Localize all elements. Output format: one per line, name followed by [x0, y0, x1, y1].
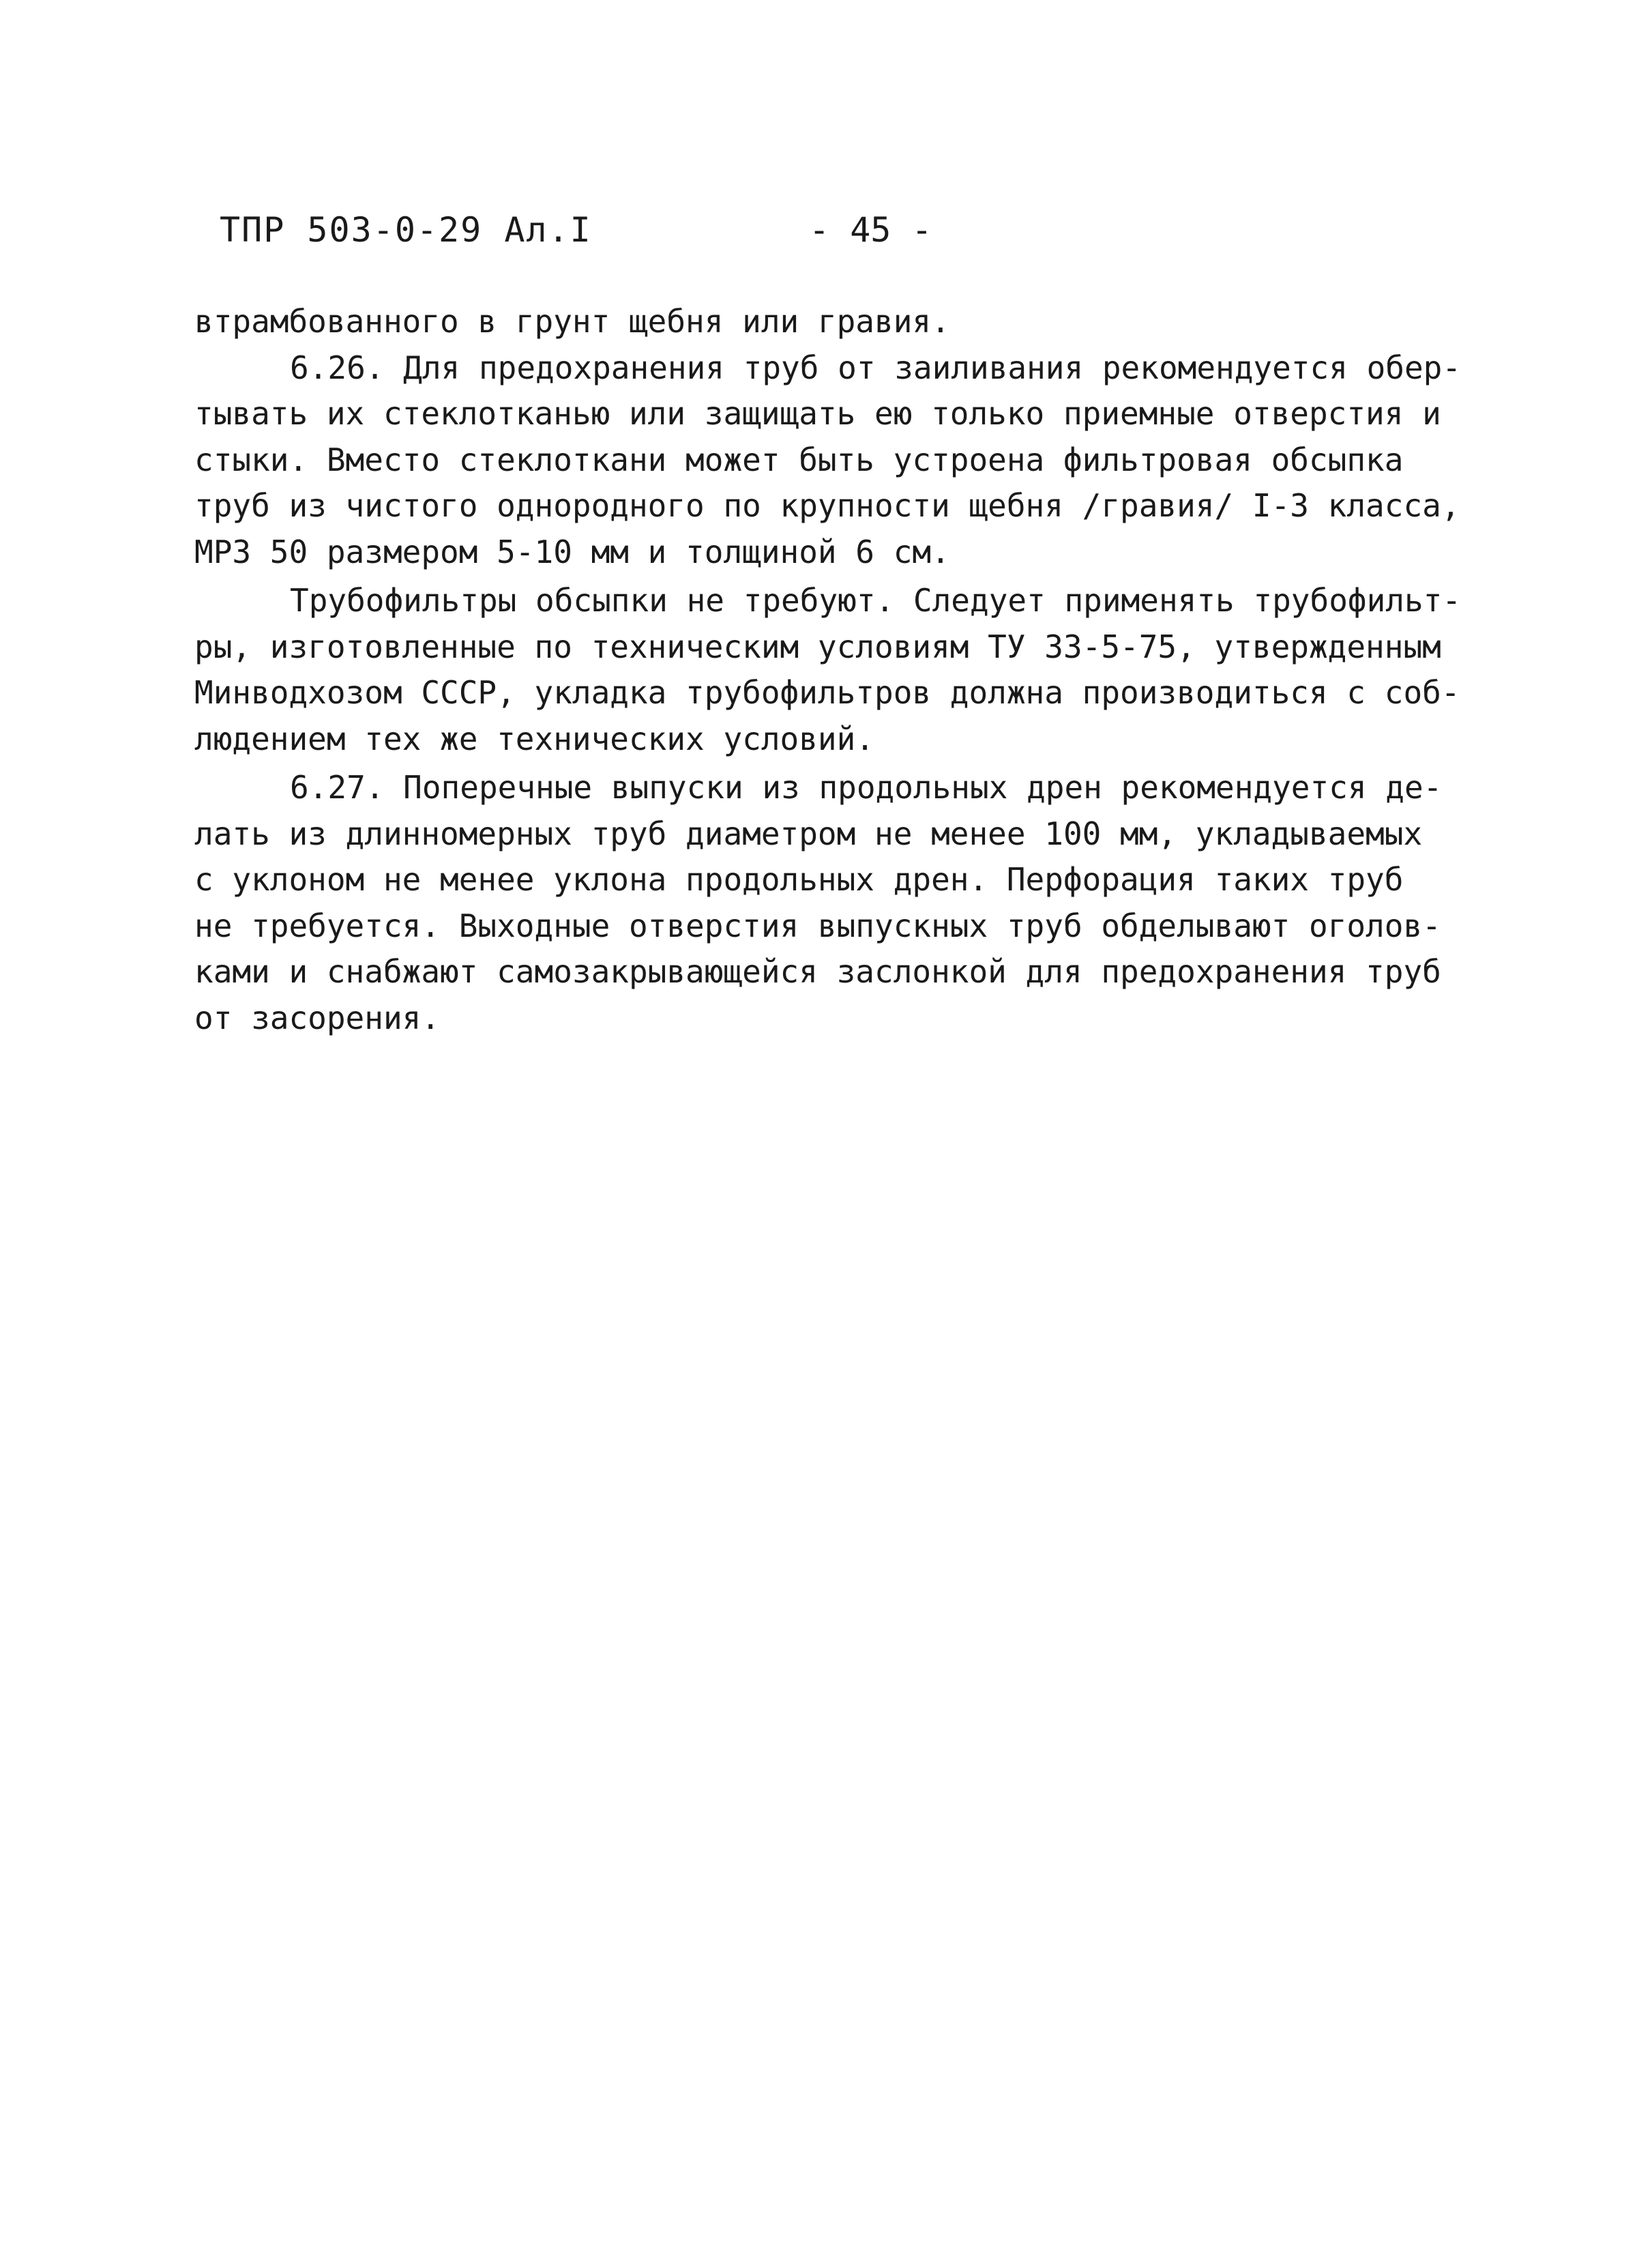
text-line: Минводхозом СССР, укладка трубофильтров должна производиться с соб- [194, 674, 1460, 711]
text-line: МРЗ 50 размером 5-10 мм и толщиной 6 см. [194, 533, 950, 570]
text-line: втрамбованного в грунт щебня или гравия. [194, 303, 950, 340]
text-line: от засорения. [194, 999, 441, 1036]
text-line: с уклоном не менее уклона продольных дрен. Перфорация таких труб [194, 861, 1404, 898]
page-number: - 45 - [809, 210, 932, 250]
document-code: ТПР 503-0-29 Ал.I [220, 210, 592, 250]
body-text [194, 299, 1477, 1041]
text-line: лать из длинномерных труб диаметром не менее 100 мм, укладываемых [194, 815, 1423, 852]
text-line: не требуется. Выходные отверстия выпускных труб обделывают оголов- [194, 907, 1441, 944]
page-header [220, 210, 970, 258]
paragraph-tubefilters-start: Трубофильтры обсыпки не требуют. Следует применять трубофильт- [290, 582, 1462, 619]
text-line: ками и снабжают самозакрывающейся заслонкой для предохранения труб [194, 953, 1441, 990]
text-line: людением тех же технических условий. [194, 720, 874, 757]
text-line: тывать их стеклотканью или защищать ею только приемные отверстия и [194, 395, 1441, 432]
paragraph-6-26-start: 6.26. Для предохранения труб от заиливания рекомендуется обер- [290, 349, 1462, 386]
text-line: труб из чистого однородного по крупности щебня /гравия/ I-3 класса, [194, 487, 1460, 524]
paragraph-6-27-start: 6.27. Поперечные выпуски из продольных дрен рекомендуется де- [290, 769, 1443, 806]
text-line: ры, изготовленные по техническим условиям ТУ 33-5-75, утвержденным [194, 628, 1441, 665]
text-line: стыки. Вместо стеклоткани может быть устроена фильтровая обсыпка [194, 441, 1404, 478]
